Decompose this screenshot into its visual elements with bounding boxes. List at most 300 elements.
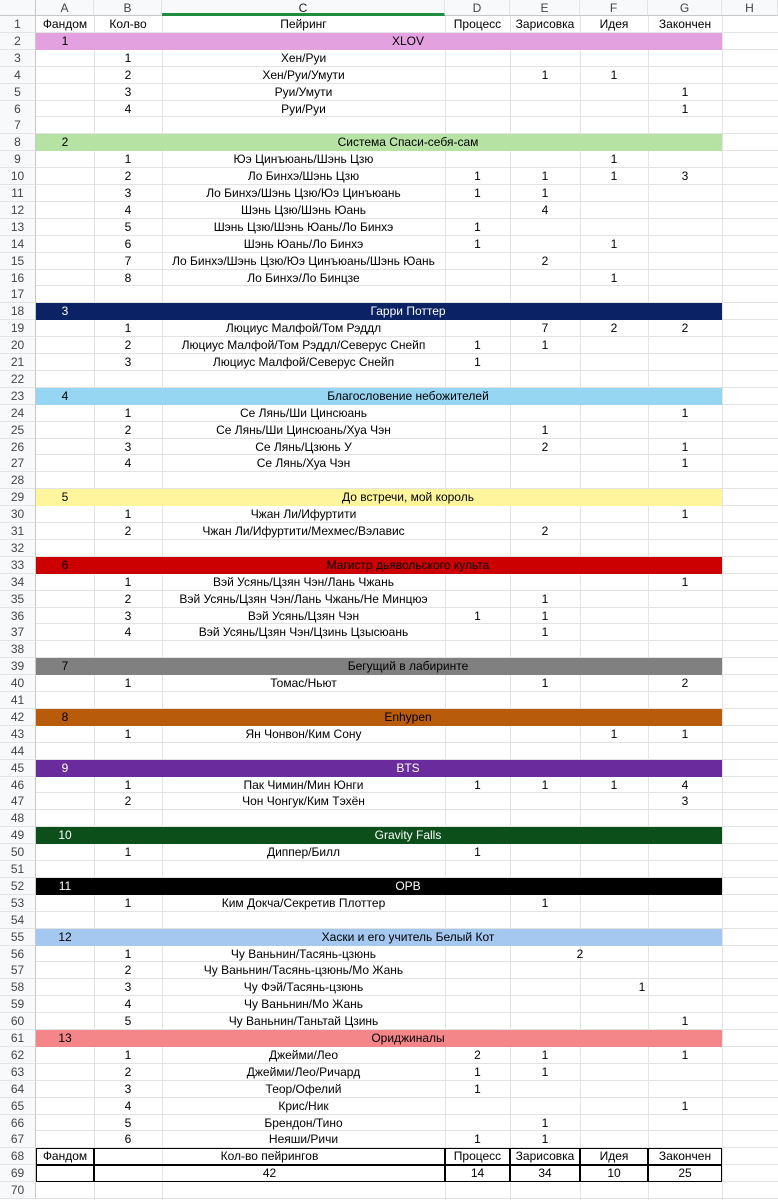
column-header-g[interactable]: G <box>648 0 722 16</box>
table-row <box>36 439 778 456</box>
process-value[interactable]: 1 <box>474 186 481 200</box>
pairing-index[interactable]: 1 <box>124 845 132 860</box>
row-header[interactable]: 54 <box>0 912 36 929</box>
total-sketch[interactable]: 34 <box>510 1165 580 1182</box>
pairing-index[interactable]: 1 <box>124 152 132 167</box>
totals-header-sketch[interactable]: Зарисовка <box>510 1148 580 1165</box>
row-header[interactable]: 60 <box>0 1013 36 1030</box>
row-header[interactable]: 2 <box>0 33 36 50</box>
row-header[interactable]: 21 <box>0 354 36 371</box>
row-header[interactable]: 33 <box>0 557 36 574</box>
idea-value[interactable]: 1 <box>610 270 618 285</box>
pairing-name[interactable]: Чу Ваньнин/Тасянь-цзюнь/Мо Жань <box>203 963 404 978</box>
pairing-index[interactable]: 3 <box>124 980 132 995</box>
row-header[interactable]: 47 <box>0 793 36 810</box>
row-header[interactable]: 25 <box>0 422 36 439</box>
table-row <box>36 286 778 303</box>
header-process[interactable]: Процесс <box>453 17 502 31</box>
row-header[interactable]: 61 <box>0 1030 36 1047</box>
row-header[interactable]: 67 <box>0 1131 36 1148</box>
pairing-index[interactable]: 1 <box>124 1047 132 1062</box>
total-pairings[interactable]: 42 <box>94 1165 445 1182</box>
done-value[interactable]: 2 <box>681 676 689 691</box>
pairing-index[interactable]: 4 <box>124 1098 132 1113</box>
pairing-index[interactable]: 4 <box>124 202 132 217</box>
pairing-index[interactable]: 4 <box>124 997 132 1012</box>
process-value[interactable]: 1 <box>474 1132 481 1147</box>
sketch-value[interactable]: 1 <box>541 169 549 184</box>
pairing-index[interactable]: 5 <box>124 1014 132 1029</box>
pairing-name[interactable]: Томас/Ньют <box>270 676 337 691</box>
row-header[interactable]: 56 <box>0 946 36 963</box>
table-row <box>36 33 778 50</box>
pairing-name[interactable]: Руи/Руи <box>281 101 326 116</box>
sketch-value[interactable]: 2 <box>576 946 584 961</box>
row-header[interactable]: 23 <box>0 388 36 405</box>
pairing-name[interactable]: Ло Бинхэ/Ло Бинцзе <box>247 270 360 285</box>
done-value[interactable]: 1 <box>681 507 689 522</box>
process-value[interactable]: 1 <box>474 236 481 251</box>
header-pairing[interactable]: Пейринг <box>280 17 327 31</box>
process-value[interactable]: 1 <box>474 338 481 353</box>
pairing-index[interactable]: 1 <box>124 574 132 589</box>
sketch-value[interactable]: 1 <box>541 422 549 437</box>
pairing-index[interactable]: 3 <box>124 355 132 369</box>
pairing-name[interactable]: Шэнь Юань/Ло Бинхэ <box>243 236 364 251</box>
fandom-header-band[interactable] <box>36 760 722 777</box>
totals-header-done[interactable]: Закончен <box>648 1148 722 1165</box>
row-header[interactable]: 69 <box>0 1165 36 1182</box>
pairing-index[interactable]: 2 <box>124 591 132 606</box>
pairing-name[interactable]: Се Лянь/Ши Цинсюань <box>239 405 368 420</box>
pairing-name[interactable]: Хен/Руи/Умути <box>262 67 345 82</box>
total-process[interactable]: 14 <box>445 1165 510 1182</box>
table-row <box>36 675 778 692</box>
column-header-a[interactable]: A <box>36 0 94 16</box>
row-header[interactable]: 34 <box>0 574 36 591</box>
pairing-name[interactable]: Теор/Офелий <box>265 1081 342 1096</box>
fandom-number[interactable]: 5 <box>61 490 69 505</box>
process-value[interactable]: 2 <box>474 1047 481 1062</box>
pairing-index[interactable]: 2 <box>124 794 132 809</box>
row-header[interactable]: 28 <box>0 472 36 489</box>
process-value[interactable]: 1 <box>474 845 481 860</box>
pairing-index[interactable]: 1 <box>124 405 132 420</box>
row-header[interactable]: 15 <box>0 253 36 270</box>
column-header-e[interactable]: E <box>510 0 580 16</box>
done-value[interactable]: 1 <box>681 439 689 454</box>
done-value[interactable]: 3 <box>681 169 689 184</box>
pairing-name[interactable]: Ким Докча/Секретив Плоттер <box>221 895 386 910</box>
row-header[interactable]: 18 <box>0 303 36 320</box>
idea-value[interactable]: 2 <box>610 321 618 336</box>
process-value[interactable]: 1 <box>474 1081 481 1096</box>
row-header[interactable]: 4 <box>0 67 36 84</box>
table-row <box>36 523 778 540</box>
pairing-index[interactable]: 2 <box>124 1064 132 1079</box>
pairing-name[interactable]: Брендон/Тино <box>264 1115 343 1130</box>
pairing-index[interactable]: 3 <box>124 608 132 623</box>
process-value[interactable]: 1 <box>474 219 481 234</box>
totals-header-process[interactable]: Процесс <box>445 1148 510 1165</box>
row-header[interactable]: 36 <box>0 608 36 625</box>
row-header[interactable]: 3 <box>0 50 36 67</box>
row-header[interactable]: 68 <box>0 1148 36 1165</box>
pairing-name[interactable]: Хен/Руи <box>280 50 327 65</box>
row-header[interactable]: 11 <box>0 185 36 202</box>
pairing-name[interactable]: Вэй Усянь/Цзян Чэн/Цзинь Цзысюань <box>198 625 409 640</box>
sketch-value[interactable]: 1 <box>541 1047 549 1062</box>
pairing-name[interactable]: Ло Бинхэ/Шэнь Цзю/Юэ Цинъюань/Шэнь Юань <box>172 253 435 268</box>
pairing-index[interactable]: 6 <box>124 236 132 251</box>
header-sketch[interactable]: Зарисовка <box>515 17 575 31</box>
fandom-header-band[interactable] <box>36 489 722 506</box>
column-header-f[interactable]: F <box>580 0 648 16</box>
process-value[interactable]: 1 <box>474 608 481 623</box>
pairing-name[interactable]: Люциус Малфой/Том Рэддл/Северус Снейп <box>181 338 426 353</box>
sketch-value[interactable]: 7 <box>541 321 549 336</box>
fandom-number[interactable]: 4 <box>61 388 69 403</box>
select-all-corner[interactable] <box>0 0 36 16</box>
row-header[interactable]: 6 <box>0 101 36 118</box>
row-header[interactable]: 48 <box>0 810 36 827</box>
pairing-index[interactable]: 1 <box>124 676 132 691</box>
row-header[interactable]: 20 <box>0 337 36 354</box>
pairing-index[interactable]: 1 <box>124 321 132 336</box>
row-header[interactable]: 41 <box>0 692 36 709</box>
row-header[interactable]: 63 <box>0 1064 36 1081</box>
pairing-name[interactable]: Се Лянь/Цзюнь У <box>255 439 352 454</box>
fandom-name[interactable]: Хаски и его учитель Белый Кот <box>321 929 495 944</box>
row-header[interactable]: 39 <box>0 658 36 675</box>
pairing-name[interactable]: Чу Ваньнин/Таньтай Цзинь <box>228 1014 379 1029</box>
pairing-index[interactable]: 2 <box>124 422 132 437</box>
sketch-value[interactable]: 2 <box>541 524 549 538</box>
fandom-name[interactable]: ОРВ <box>395 878 421 893</box>
header-fandom[interactable]: Фандом <box>42 17 88 31</box>
row-header[interactable]: 35 <box>0 591 36 608</box>
pairing-name[interactable]: Пак Чимин/Мин Юнги <box>243 777 364 792</box>
table-row <box>36 591 778 608</box>
fandom-name[interactable]: Enhypen <box>384 709 432 724</box>
total-idea[interactable]: 10 <box>580 1165 648 1182</box>
sketch-value[interactable]: 4 <box>541 202 549 217</box>
pairing-index[interactable]: 8 <box>124 270 132 285</box>
header-count[interactable]: Кол-во <box>109 17 147 31</box>
done-value[interactable]: 1 <box>681 1014 689 1029</box>
row-header[interactable]: 55 <box>0 929 36 946</box>
row-header[interactable]: 7 <box>0 117 36 134</box>
pairing-index[interactable]: 4 <box>124 625 132 640</box>
row-header[interactable]: 62 <box>0 1047 36 1064</box>
row-header[interactable]: 31 <box>0 523 36 540</box>
row-header[interactable]: 57 <box>0 962 36 979</box>
pairing-name[interactable]: Юэ Цинъюань/Шэнь Цзю <box>233 152 374 167</box>
fandom-name[interactable]: Система Спаси-себя-сам <box>337 135 479 150</box>
fandom-number[interactable]: 3 <box>61 304 69 319</box>
table-row <box>36 320 778 337</box>
pairing-index[interactable]: 4 <box>124 456 132 471</box>
sketch-value[interactable]: 1 <box>541 895 549 910</box>
row-header[interactable]: 1 <box>0 16 36 33</box>
row-header[interactable]: 17 <box>0 286 36 303</box>
row-header[interactable]: 52 <box>0 878 36 895</box>
idea-value[interactable]: 1 <box>610 67 618 82</box>
pairing-name[interactable]: Диппер/Билл <box>266 845 341 860</box>
done-value[interactable]: 1 <box>681 456 689 471</box>
row-header[interactable]: 64 <box>0 1081 36 1098</box>
pairing-name[interactable]: Ло Бинхэ/Шэнь Цзю <box>247 169 360 184</box>
row-header[interactable]: 40 <box>0 675 36 692</box>
column-header-h[interactable]: H <box>722 0 778 16</box>
fandom-number[interactable]: 13 <box>58 1031 72 1045</box>
pairing-index[interactable]: 3 <box>124 84 132 99</box>
done-value[interactable]: 1 <box>681 1047 689 1062</box>
pairing-name[interactable]: Чу Фэй/Тасянь-цзюнь <box>243 980 364 995</box>
pairing-index[interactable]: 3 <box>124 439 132 454</box>
fandom-header-band[interactable] <box>36 388 722 405</box>
fandom-number[interactable]: 9 <box>61 760 69 775</box>
sketch-value[interactable]: 1 <box>541 1132 549 1147</box>
row-header[interactable]: 22 <box>0 371 36 388</box>
totals-header-row <box>36 1148 722 1165</box>
total-done[interactable]: 25 <box>648 1165 722 1182</box>
pairing-index[interactable]: 1 <box>124 777 132 792</box>
idea-value[interactable]: 1 <box>610 777 618 792</box>
fandom-name[interactable]: Бегущий в лабиринте <box>347 659 469 674</box>
row-header[interactable]: 10 <box>0 168 36 185</box>
fandom-number[interactable]: 2 <box>61 135 69 150</box>
column-header-c[interactable]: C <box>162 0 445 16</box>
totals-header-idea[interactable]: Идея <box>580 1148 648 1165</box>
row-header[interactable]: 32 <box>0 540 36 557</box>
pairing-name[interactable]: Чон Чонгук/Ким Тэхён <box>242 794 365 809</box>
done-value[interactable]: 2 <box>681 321 689 336</box>
table-row <box>36 743 778 760</box>
table-row <box>36 489 778 506</box>
pairing-index[interactable]: 1 <box>124 507 132 522</box>
row-header[interactable]: 27 <box>0 455 36 472</box>
pairing-index[interactable]: 3 <box>124 186 132 200</box>
row-header[interactable]: 51 <box>0 861 36 878</box>
pairing-index[interactable]: 3 <box>124 1081 132 1096</box>
done-value[interactable]: 1 <box>681 1098 689 1113</box>
row-header[interactable]: 29 <box>0 489 36 506</box>
sketch-value[interactable]: 1 <box>541 676 549 691</box>
pairing-name[interactable]: Крис/Ник <box>278 1098 329 1113</box>
totals-header-fandom[interactable]: Фандом <box>36 1148 94 1165</box>
fandom-name[interactable]: Благословение небожителей <box>327 388 489 403</box>
sketch-value[interactable]: 1 <box>541 625 549 640</box>
sketch-value[interactable]: 2 <box>541 439 549 454</box>
row-header[interactable]: 12 <box>0 202 36 219</box>
done-value[interactable]: 4 <box>681 777 689 792</box>
fandom-header-band[interactable] <box>36 134 722 151</box>
pairing-name[interactable]: Чжан Ли/Ифуртити <box>250 507 357 522</box>
pairing-index[interactable]: 1 <box>124 726 132 741</box>
row-header[interactable]: 42 <box>0 709 36 726</box>
pairing-name[interactable]: Люциус Малфой/Том Рэддл <box>225 321 382 336</box>
process-value[interactable]: 1 <box>474 777 481 792</box>
pairing-name[interactable]: Шэнь Цзю/Шэнь Юань <box>240 202 367 217</box>
row-header[interactable]: 58 <box>0 979 36 996</box>
pairing-name[interactable]: Ян Чонвон/Ким Сону <box>245 726 362 741</box>
pairing-index[interactable]: 2 <box>124 524 132 538</box>
done-value[interactable]: 1 <box>681 726 689 741</box>
sketch-value[interactable]: 1 <box>541 1115 549 1130</box>
pairing-index[interactable]: 2 <box>124 963 132 978</box>
pairing-index[interactable]: 1 <box>124 895 132 910</box>
table-row <box>36 1098 778 1115</box>
row-header[interactable]: 13 <box>0 219 36 236</box>
sketch-value[interactable]: 1 <box>541 591 549 606</box>
fandom-header-band[interactable] <box>36 557 722 574</box>
fandom-number[interactable]: 12 <box>58 929 72 944</box>
row-header[interactable]: 50 <box>0 844 36 861</box>
row-header[interactable]: 14 <box>0 236 36 253</box>
sketch-value[interactable]: 1 <box>541 1064 549 1079</box>
pairing-name[interactable]: Руи/Умути <box>274 84 333 99</box>
fandom-number[interactable]: 8 <box>61 709 69 724</box>
fandom-name[interactable]: Ориджиналы <box>371 1031 445 1045</box>
pairing-name[interactable]: Джейми/Лео/Ричард <box>246 1064 361 1079</box>
fandom-header-band[interactable] <box>36 303 722 320</box>
fandom-header-band[interactable] <box>36 827 722 844</box>
row-header[interactable]: 24 <box>0 405 36 422</box>
fandom-name[interactable]: До встречи, мой король <box>342 490 474 505</box>
pairing-name[interactable]: Шэнь Цзю/Шэнь Юань/Ло Бинхэ <box>213 219 394 234</box>
done-value[interactable]: 1 <box>681 405 689 420</box>
row-header[interactable]: 45 <box>0 760 36 777</box>
pairing-name[interactable]: Се Лянь/Ши Цинсюань/Хуа Чэн <box>216 422 391 437</box>
fandom-header-band[interactable] <box>36 658 722 675</box>
row-header[interactable]: 44 <box>0 743 36 760</box>
header-idea[interactable]: Идея <box>599 17 629 31</box>
pairing-name[interactable]: Вэй Усянь/Цзян Чэн <box>247 608 360 623</box>
row-header[interactable]: 66 <box>0 1115 36 1132</box>
totals-fandom-empty[interactable] <box>36 1165 94 1182</box>
fandom-number[interactable]: 11 <box>58 878 72 893</box>
row-header[interactable]: 49 <box>0 827 36 844</box>
pairing-name[interactable]: Вэй Усянь/Цзян Чэн/Лань Чжань/Не Минцюэ <box>179 591 428 606</box>
fandom-header-band[interactable] <box>36 709 722 726</box>
row-header[interactable]: 37 <box>0 624 36 641</box>
process-value[interactable]: 1 <box>474 1064 481 1079</box>
sketch-value[interactable]: 2 <box>541 253 549 268</box>
idea-value[interactable]: 1 <box>610 726 618 741</box>
column-header-b[interactable]: B <box>94 0 162 16</box>
pairing-index[interactable]: 5 <box>124 219 132 234</box>
row-header[interactable]: 46 <box>0 777 36 794</box>
header-done[interactable]: Закончен <box>658 17 712 31</box>
fandom-name[interactable]: BTS <box>396 760 420 775</box>
fandom-number[interactable]: 7 <box>61 659 69 674</box>
fandom-header-band[interactable] <box>36 33 722 50</box>
table-row <box>36 472 778 489</box>
pairing-name[interactable]: Се Лянь/Хуа Чэн <box>256 456 351 471</box>
column-header-d[interactable]: D <box>445 0 510 16</box>
row-header[interactable]: 16 <box>0 270 36 287</box>
row-header[interactable]: 53 <box>0 895 36 912</box>
row-header[interactable]: 38 <box>0 641 36 658</box>
fandom-name[interactable]: Магистр дьявольского культа <box>326 557 490 572</box>
pairing-index[interactable]: 5 <box>124 1115 132 1130</box>
pairing-name[interactable]: Вэй Усянь/Цзян Чэн/Лань Чжань <box>213 574 394 589</box>
pairing-name[interactable]: Чу Ваньнин/Тасянь-цзюнь <box>230 946 377 961</box>
row-header[interactable]: 9 <box>0 151 36 168</box>
pairing-index[interactable]: 2 <box>124 67 132 82</box>
idea-value[interactable]: 1 <box>610 236 618 251</box>
row-header[interactable]: 19 <box>0 320 36 337</box>
pairing-index[interactable]: 2 <box>124 338 132 353</box>
process-value[interactable]: 1 <box>474 355 481 369</box>
fandom-header-band[interactable] <box>36 878 722 895</box>
pairing-name[interactable]: Люциус Малфой/Северус Снейп <box>212 355 395 369</box>
sketch-value[interactable]: 1 <box>541 67 549 82</box>
pairing-index[interactable]: 1 <box>124 50 132 65</box>
done-value[interactable]: 1 <box>681 101 689 116</box>
sketch-value[interactable]: 1 <box>541 777 549 792</box>
idea-value[interactable]: 1 <box>610 152 618 167</box>
process-value[interactable]: 1 <box>474 169 481 184</box>
pairing-name[interactable]: Чу Ваньнин/Мо Жань <box>243 997 364 1012</box>
idea-value[interactable]: 1 <box>638 980 646 995</box>
row-header[interactable]: 30 <box>0 506 36 523</box>
header-row <box>36 16 778 33</box>
row-header[interactable]: 70 <box>0 1182 36 1199</box>
fandom-header-band[interactable] <box>36 929 722 946</box>
idea-value[interactable]: 1 <box>610 169 618 184</box>
pairing-index[interactable]: 1 <box>124 946 132 961</box>
table-row <box>36 151 778 168</box>
table-row <box>36 996 778 1013</box>
table-row <box>36 861 778 878</box>
pairing-index[interactable]: 6 <box>124 1132 132 1147</box>
fandom-header-band[interactable] <box>36 1030 722 1047</box>
table-row <box>36 540 778 557</box>
sketch-value[interactable]: 1 <box>541 338 549 353</box>
pairing-index[interactable]: 4 <box>124 101 132 116</box>
fandom-name[interactable]: Гарри Поттер <box>370 304 446 319</box>
sketch-value[interactable]: 1 <box>541 608 549 623</box>
fandom-name[interactable]: XLOV <box>391 33 424 48</box>
pairing-name[interactable]: Чжан Ли/Ифуртити/Мехмес/Вэлавис <box>202 524 405 538</box>
row-header[interactable]: 26 <box>0 439 36 456</box>
done-value[interactable]: 1 <box>681 574 689 589</box>
table-row <box>36 219 778 236</box>
fandom-number[interactable]: 6 <box>61 557 69 572</box>
pairing-index[interactable]: 7 <box>124 253 132 268</box>
row-header[interactable]: 59 <box>0 996 36 1013</box>
row-header[interactable]: 5 <box>0 84 36 101</box>
pairing-name[interactable]: Ло Бинхэ/Шэнь Цзю/Юэ Цинъюань <box>206 186 401 200</box>
fandom-number[interactable]: 1 <box>61 33 69 48</box>
row-header[interactable]: 43 <box>0 726 36 743</box>
fandom-number[interactable]: 10 <box>58 828 72 843</box>
row-header[interactable]: 65 <box>0 1098 36 1115</box>
row-header[interactable]: 8 <box>0 134 36 151</box>
pairing-name[interactable]: Неяши/Ричи <box>268 1132 339 1147</box>
done-value[interactable]: 3 <box>681 794 689 809</box>
done-value[interactable]: 1 <box>681 84 689 99</box>
pairing-index[interactable]: 2 <box>124 169 132 184</box>
table-row <box>36 202 778 219</box>
totals-header-pairings[interactable]: Кол-во пейрингов <box>94 1148 445 1165</box>
pairing-name[interactable]: Джейми/Лео <box>268 1047 339 1062</box>
sketch-value[interactable]: 1 <box>541 186 549 200</box>
fandom-name[interactable]: Gravity Falls <box>374 828 442 843</box>
table-row <box>36 1115 778 1132</box>
